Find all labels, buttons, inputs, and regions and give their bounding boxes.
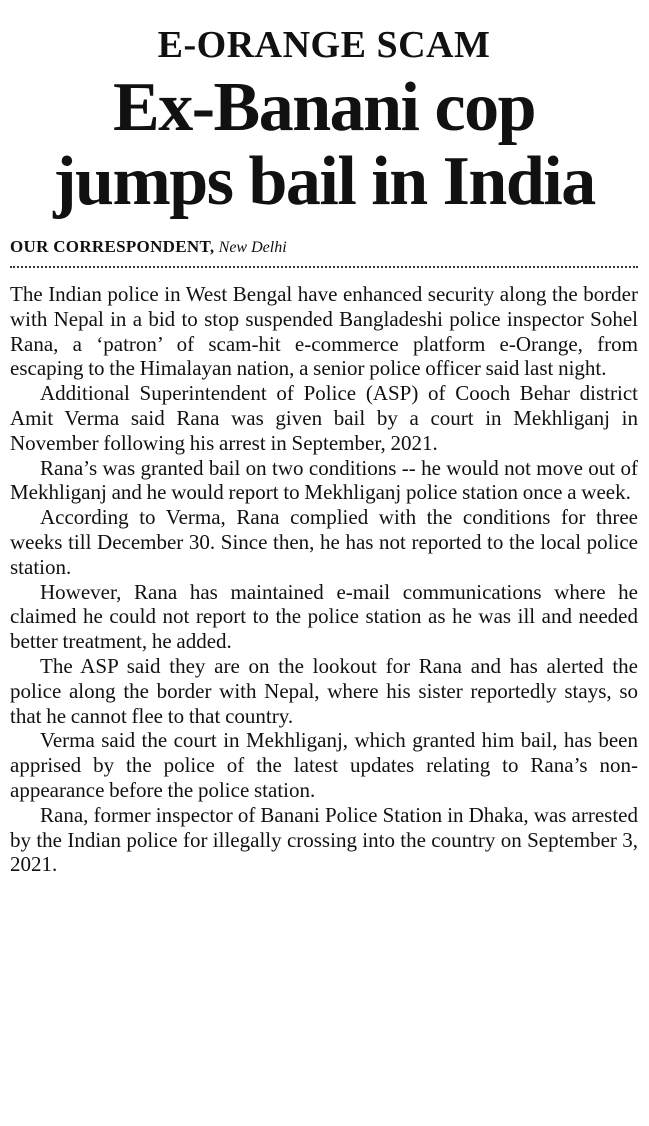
- paragraph-7: Verma said the court in Mekhliganj, which granted him bail, has been apprised by the police of the latest updates relating to Rana’s non-appearance before the police station.: [10, 728, 638, 802]
- byline-place: New Delhi: [218, 239, 287, 256]
- news-article: [10, 0, 638, 877]
- paragraph-5: However, Rana has maintained e-mail communications where he claimed he could not report to the police station as he was ill and needed better treatment, he added.: [10, 579, 638, 654]
- paragraph-2: Additional Superintendent of Police (ASP) of Cooch Behar district Amit Verma said Rana was given bail by a court in Mekhliganj in November following his arrest in September, 2021.: [10, 381, 638, 455]
- paragraph-3: Rana’s was granted bail on two conditions -- he would not move out of Mekhliganj and he would report to Mekhliganj police station once a week.: [10, 455, 638, 505]
- paragraph-8: Rana, former inspector of Banani Police Station in Dhaka, was arrested by the Indian police for illegally crossing into the country on September 3, 2021.: [10, 802, 638, 877]
- byline: [10, 237, 638, 258]
- kicker: E-ORANGE SCAM: [157, 24, 491, 66]
- paragraph-6: The ASP said they are on the lookout for Rana and has alerted the police along the border with Nepal, where his sister reportedly stays, so that he cannot flee to that country.: [10, 653, 638, 728]
- article-body: [10, 282, 638, 877]
- headline: [10, 71, 638, 219]
- headline-line-2: jumps bail in India: [53, 143, 595, 220]
- byline-name: OUR CORRESPONDENT,: [10, 237, 215, 256]
- paragraph-4: According to Verma, Rana complied with the conditions for three weeks till December 30. Since then, he has not reported to the local police station.: [10, 505, 638, 579]
- dotted-divider: [10, 266, 638, 268]
- paragraph-1: The Indian police in West Bengal have enhanced security along the border with Nepal in a bid to stop suspended Bangladeshi police inspector Sohel Rana, a ‘patron’ of scam-hit e-commerce platform e-Orange, from escaping to the Himalayan nation, a senior police officer said last night.: [10, 282, 638, 381]
- headline-line-1: Ex-Banani cop: [113, 69, 535, 146]
